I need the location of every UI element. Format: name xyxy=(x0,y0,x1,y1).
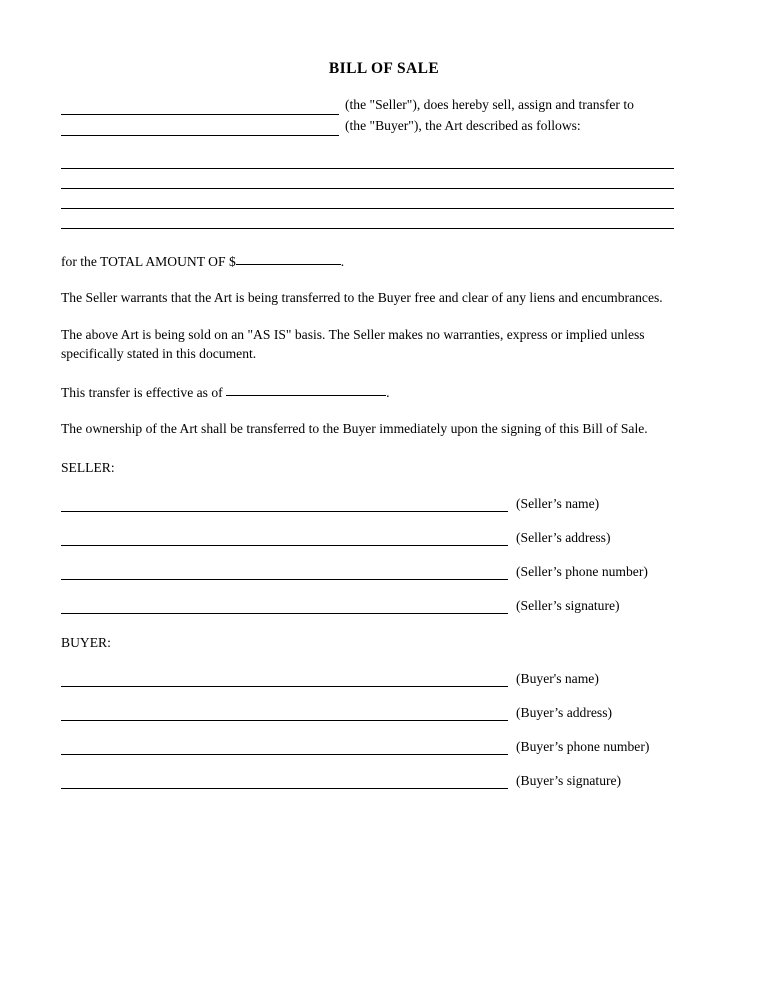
seller-address-field-row xyxy=(61,530,675,546)
seller-signature-field-row xyxy=(61,598,675,614)
seller-phone-field-row xyxy=(61,564,675,580)
buyer-signature-field-row xyxy=(61,773,675,789)
buyer-phone-field[interactable] xyxy=(61,739,508,755)
art-description-line-1[interactable] xyxy=(61,149,674,169)
total-amount-input[interactable] xyxy=(236,250,341,265)
seller-section-heading: SELLER: xyxy=(61,460,115,475)
page-title: BILL OF SALE xyxy=(328,60,440,77)
buyer-name-input[interactable] xyxy=(61,121,339,136)
seller-phone-field-label: (Seller’s phone number) xyxy=(516,564,648,580)
buyer-address-field[interactable] xyxy=(61,705,508,721)
seller-address-field[interactable] xyxy=(61,530,508,546)
seller-signature-field-label: (Seller’s signature) xyxy=(516,598,620,614)
seller-signature-field[interactable] xyxy=(61,598,508,614)
buyer-clause-text: (the "Buyer"), the Art described as follows: xyxy=(345,117,581,133)
as-is-paragraph: The above Art is being sold on an "AS IS" basis. The Seller makes no warranties, express or implied unless specifically stated in this document. xyxy=(61,327,645,361)
seller-name-field[interactable] xyxy=(61,496,508,512)
warranty-paragraph: The Seller warrants that the Art is being transferred to the Buyer free and clear of any liens and encumbrances. xyxy=(61,290,663,306)
art-description-line-3[interactable] xyxy=(61,189,674,209)
seller-name-input[interactable] xyxy=(61,100,339,115)
buyer-name-field-label: (Buyer's name) xyxy=(516,670,599,686)
total-amount-period: . xyxy=(340,253,345,269)
seller-phone-field[interactable] xyxy=(61,564,508,580)
buyer-name-row xyxy=(61,117,675,136)
ownership-paragraph: The ownership of the Art shall be transferred to the Buyer immediately upon the signing of this Bill of Sale. xyxy=(61,421,648,437)
effective-date-period: . xyxy=(386,384,390,400)
buyer-phone-field-label: (Buyer’s phone number) xyxy=(516,738,650,754)
buyer-address-field-row xyxy=(61,705,675,721)
effective-date-input[interactable] xyxy=(226,381,386,396)
seller-name-field-row xyxy=(61,496,675,512)
buyer-phone-field-row xyxy=(61,739,675,755)
buyer-section-heading: BUYER: xyxy=(61,634,111,650)
buyer-signature-field[interactable] xyxy=(61,773,508,789)
buyer-name-field[interactable] xyxy=(61,671,508,687)
buyer-address-field-label: (Buyer’s address) xyxy=(516,704,613,720)
total-amount-row xyxy=(61,251,675,272)
art-description-line-2[interactable] xyxy=(61,169,674,189)
seller-clause-text: (the "Seller"), does hereby sell, assign and transfer to xyxy=(345,97,634,112)
effective-date-row xyxy=(61,382,675,403)
document-body xyxy=(61,96,675,789)
seller-name-field-label: (Seller’s name) xyxy=(516,496,600,512)
total-amount-label: for the TOTAL AMOUNT OF $ xyxy=(61,253,236,269)
seller-address-field-label: (Seller’s address) xyxy=(516,530,611,546)
seller-name-row xyxy=(61,96,675,115)
art-description-block xyxy=(61,149,675,229)
buyer-signature-field-label: (Buyer’s signature) xyxy=(516,772,622,788)
effective-date-label: This transfer is effective as of xyxy=(61,384,227,400)
buyer-name-field-row xyxy=(61,671,675,687)
art-description-line-4[interactable] xyxy=(61,209,674,229)
